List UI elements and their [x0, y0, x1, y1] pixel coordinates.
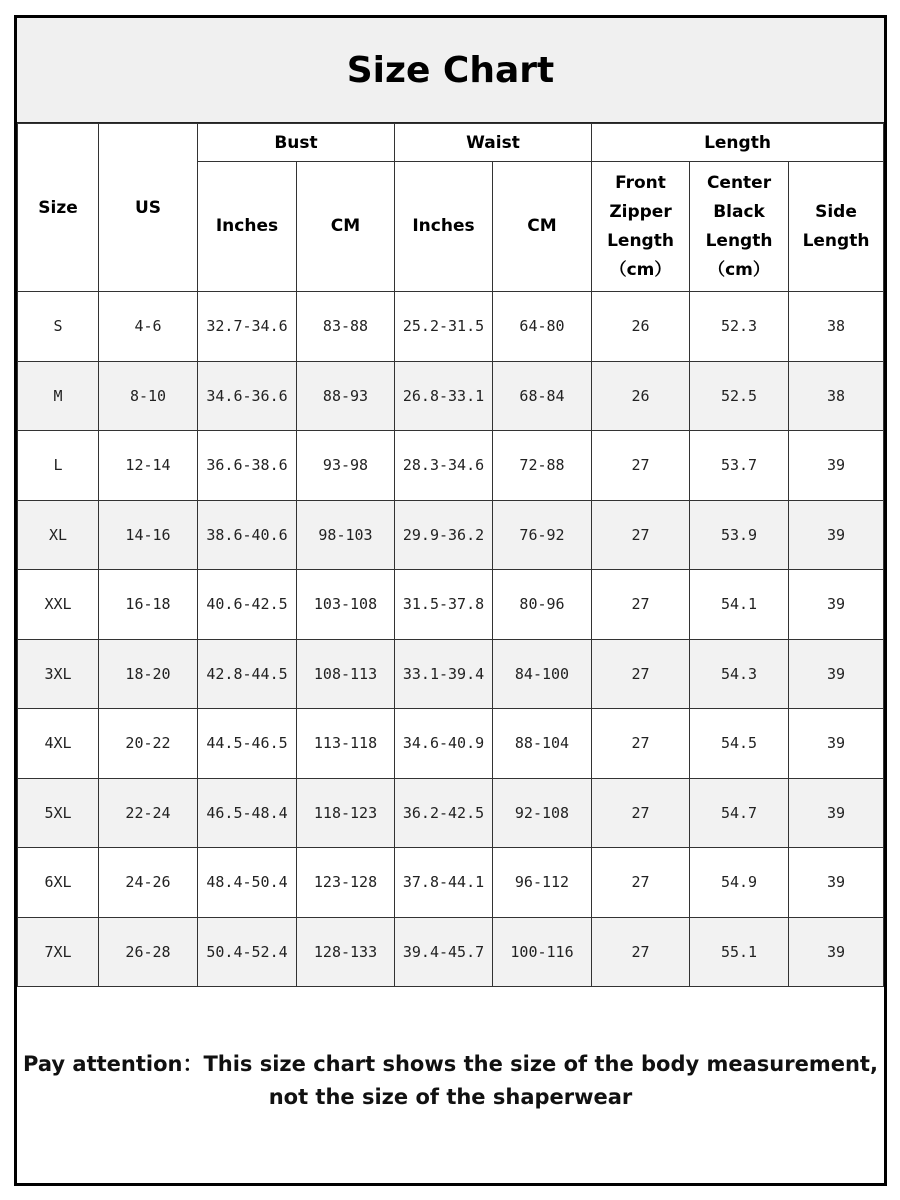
table-row: [18, 500, 884, 570]
size-cell: XL: [18, 500, 99, 570]
header-line: （cm）: [708, 259, 770, 280]
us-cell: 12-14: [99, 431, 198, 501]
front-zipper-cell: 27: [592, 917, 690, 987]
side-length-cell: 39: [789, 709, 884, 779]
note-line-2: not the size of the shaperwear: [268, 1085, 633, 1109]
us-cell: 16-18: [99, 570, 198, 640]
side-length-cell: 39: [789, 639, 884, 709]
size-cell: 5XL: [18, 778, 99, 848]
center-black-cell: 55.1: [690, 917, 789, 987]
size-cell: 4XL: [18, 709, 99, 779]
us-cell: 8-10: [99, 361, 198, 431]
waist-cm-cell: 72-88: [493, 431, 592, 501]
front-zipper-cell: 27: [592, 709, 690, 779]
length-header: Length: [592, 124, 884, 162]
table-row: [18, 848, 884, 918]
front-zipper-cell: 27: [592, 778, 690, 848]
header-line: Length: [607, 230, 674, 251]
waist-cm-cell: 80-96: [493, 570, 592, 640]
bust-cm-cell: 128-133: [297, 917, 395, 987]
waist-cm-cell: 76-92: [493, 500, 592, 570]
side-length-cell: 39: [789, 848, 884, 918]
side-length-cell: 39: [789, 500, 884, 570]
header-line: （cm）: [609, 259, 672, 280]
side-length-cell: 39: [789, 778, 884, 848]
waist-inches-cell: 28.3-34.6: [395, 431, 493, 501]
waist-inches-cell: 39.4-45.7: [395, 917, 493, 987]
bust-inches-cell: 32.7-34.6: [198, 292, 297, 362]
front-zipper-cell: 27: [592, 431, 690, 501]
bust-cm-cell: 113-118: [297, 709, 395, 779]
waist-cm-cell: 92-108: [493, 778, 592, 848]
bust-cm-cell: 88-93: [297, 361, 395, 431]
table-row: [18, 778, 884, 848]
center-black-cell: 54.3: [690, 639, 789, 709]
waist-header: Waist: [395, 124, 592, 162]
table-row: [18, 570, 884, 640]
center-black-cell: 53.7: [690, 431, 789, 501]
bust-inches-header: Inches: [198, 162, 297, 292]
bust-cm-cell: 93-98: [297, 431, 395, 501]
center-black-cell: 53.9: [690, 500, 789, 570]
us-cell: 14-16: [99, 500, 198, 570]
waist-cm-cell: 100-116: [493, 917, 592, 987]
size-cell: XXL: [18, 570, 99, 640]
bust-cm-cell: 118-123: [297, 778, 395, 848]
center-black-cell: 52.5: [690, 361, 789, 431]
us-cell: 26-28: [99, 917, 198, 987]
bust-cm-cell: 108-113: [297, 639, 395, 709]
waist-inches-cell: 26.8-33.1: [395, 361, 493, 431]
us-cell: 24-26: [99, 848, 198, 918]
waist-cm-cell: 64-80: [493, 292, 592, 362]
side-length-cell: 39: [789, 431, 884, 501]
table-row: [18, 292, 884, 362]
center-black-cell: 54.1: [690, 570, 789, 640]
waist-inches-cell: 33.1-39.4: [395, 639, 493, 709]
header-line: Zipper: [609, 201, 672, 222]
table-row: [18, 709, 884, 779]
front-zipper-cell: 27: [592, 500, 690, 570]
waist-inches-cell: 34.6-40.9: [395, 709, 493, 779]
size-cell: 7XL: [18, 917, 99, 987]
bust-inches-cell: 44.5-46.5: [198, 709, 297, 779]
bust-cm-cell: 98-103: [297, 500, 395, 570]
us-cell: 18-20: [99, 639, 198, 709]
us-cell: 22-24: [99, 778, 198, 848]
table-row: [18, 361, 884, 431]
waist-inches-cell: 37.8-44.1: [395, 848, 493, 918]
front-zipper-cell: 27: [592, 848, 690, 918]
header-line: Center: [706, 172, 772, 193]
size-table: [17, 123, 884, 987]
waist-cm-cell: 96-112: [493, 848, 592, 918]
bust-cm-cell: 103-108: [297, 570, 395, 640]
waist-inches-cell: 31.5-37.8: [395, 570, 493, 640]
size-header: Size: [18, 124, 99, 292]
header-line: Front: [615, 172, 666, 193]
header-line: Length: [705, 230, 773, 251]
waist-inches-cell: 36.2-42.5: [395, 778, 493, 848]
front-zipper-length-header: [592, 162, 690, 292]
bust-header: Bust: [198, 124, 395, 162]
header-line: Length: [802, 230, 870, 251]
center-black-length-header: [690, 162, 789, 292]
us-cell: 20-22: [99, 709, 198, 779]
note-line-1: Pay attention：This size chart shows the size of the body measurement,: [23, 1052, 878, 1076]
size-cell: M: [18, 361, 99, 431]
us-cell: 4-6: [99, 292, 198, 362]
attention-note: [17, 1048, 884, 1114]
bust-inches-cell: 36.6-38.6: [198, 431, 297, 501]
front-zipper-cell: 27: [592, 570, 690, 640]
side-length-cell: 39: [789, 917, 884, 987]
center-black-cell: 52.3: [690, 292, 789, 362]
page-title: Size Chart: [17, 18, 884, 124]
waist-inches-header: Inches: [395, 162, 493, 292]
bust-inches-cell: 48.4-50.4: [198, 848, 297, 918]
waist-cm-cell: 68-84: [493, 361, 592, 431]
side-length-cell: 39: [789, 570, 884, 640]
us-header: US: [99, 124, 198, 292]
table-row: [18, 431, 884, 501]
waist-inches-cell: 29.9-36.2: [395, 500, 493, 570]
bust-cm-cell: 123-128: [297, 848, 395, 918]
side-length-cell: 38: [789, 361, 884, 431]
center-black-cell: 54.7: [690, 778, 789, 848]
bust-inches-cell: 38.6-40.6: [198, 500, 297, 570]
front-zipper-cell: 27: [592, 639, 690, 709]
table-row: [18, 917, 884, 987]
size-cell: S: [18, 292, 99, 362]
front-zipper-cell: 26: [592, 361, 690, 431]
size-chart-frame: [14, 15, 887, 1186]
waist-cm-header: CM: [493, 162, 592, 292]
size-cell: L: [18, 431, 99, 501]
bust-inches-cell: 50.4-52.4: [198, 917, 297, 987]
size-cell: 6XL: [18, 848, 99, 918]
header-line: Black: [713, 201, 765, 222]
bust-cm-header: CM: [297, 162, 395, 292]
size-cell: 3XL: [18, 639, 99, 709]
front-zipper-cell: 26: [592, 292, 690, 362]
waist-cm-cell: 88-104: [493, 709, 592, 779]
side-length-cell: 38: [789, 292, 884, 362]
waist-inches-cell: 25.2-31.5: [395, 292, 493, 362]
bust-inches-cell: 42.8-44.5: [198, 639, 297, 709]
bust-inches-cell: 40.6-42.5: [198, 570, 297, 640]
waist-cm-cell: 84-100: [493, 639, 592, 709]
side-length-header: [789, 162, 884, 292]
bust-cm-cell: 83-88: [297, 292, 395, 362]
table-row: [18, 639, 884, 709]
bust-inches-cell: 34.6-36.6: [198, 361, 297, 431]
center-black-cell: 54.5: [690, 709, 789, 779]
bust-inches-cell: 46.5-48.4: [198, 778, 297, 848]
header-line: Side: [815, 201, 857, 222]
header-row-1: [18, 124, 884, 162]
center-black-cell: 54.9: [690, 848, 789, 918]
